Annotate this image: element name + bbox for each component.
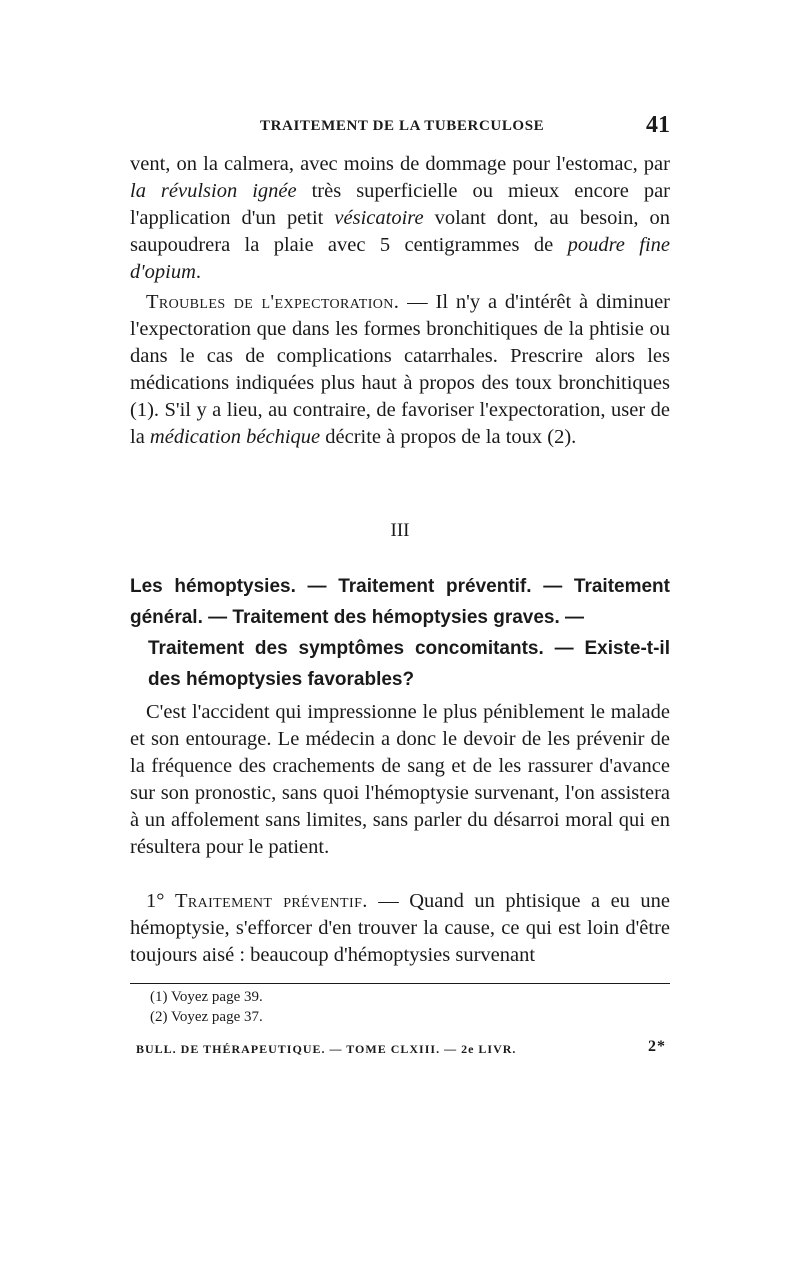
paragraph-1 — [130, 151, 670, 286]
para1-italic-1: la révulsion ignée — [130, 180, 297, 202]
section-heading — [130, 571, 670, 695]
para1-italic-3: poudre fine d'opium — [130, 234, 670, 283]
page-number: 41 — [646, 112, 670, 138]
para1-text-2: très superficielle ou mieux encore par l'application d'un petit — [130, 180, 671, 229]
para4-lead: Traitement préventif. — [174, 890, 368, 912]
para1-text-1: vent, on la calmera, avec moins de dommage pour l'estomac, par — [130, 153, 670, 175]
footnote-2: (2) Voyez page 37. — [150, 1009, 263, 1025]
paragraph-3 — [130, 699, 670, 861]
footnotes — [150, 987, 650, 1027]
para3-text: C'est l'accident qui impressionne le plus péniblement le malade et son entourage. Le médecin a donc le devoir de les prévenir de la fréquence des crachements de sang et de les rassurer d'avance sur son pronostic, sans quoi l'hémoptysie survenant, l'on assistera à un affolement sans limites, sans parler du désarroi moral qui en résultera pour le patient. — [130, 701, 670, 858]
signature-mark: 2* — [648, 1038, 666, 1055]
para4-text-1: — Quand un phtisique a eu une hémoptysie, s'efforcer d'en trouver la cause, ce qui est loin d'être toujours aisé : beaucoup d'hémoptysies survenant — [130, 890, 671, 966]
para1-text-4: . — [195, 261, 202, 283]
footnote-rule — [130, 983, 670, 984]
para2-lead: Troubles de l'expectoration. — [146, 291, 400, 313]
para2-text-1: — Il n'y a d'intérêt à diminuer l'expectoration que dans les formes bronchitiques de la phtisie ou dans le cas de complications catarrhales. Prescrire alors les médications indiquées plus haut à propos des toux bronchitiques (1). S'il y a lieu, au contraire, de favoriser l'expectoration, user de la — [130, 291, 671, 448]
para1-italic-2: vésicatoire — [334, 207, 424, 229]
para2-text-2: décrite à propos de la toux (2). — [320, 426, 577, 448]
page-header — [130, 112, 670, 140]
paragraph-2 — [130, 289, 670, 451]
paragraph-4 — [130, 888, 670, 969]
para4-num: 1° — [146, 890, 165, 912]
section-number: III — [390, 520, 410, 541]
footnote-1: (1) Voyez page 39. — [150, 989, 263, 1005]
section-heading-line-2: Traitement des symptômes concomitants. — Existe-t-il des hémoptysies favorables? — [148, 638, 670, 690]
section-heading-line-1: Les hémoptysies. — Traitement préventif. — Traitement général. — Traitement des hémoptysies graves. — — [130, 576, 670, 628]
para1-text-3: volant dont, au besoin, on saupoudrera la plaie avec 5 centigrammes de — [130, 207, 670, 256]
para2-italic-1: médication béchique — [149, 426, 321, 448]
printer-signature — [136, 1038, 666, 1062]
signature-text: BULL. DE THÉRAPEUTIQUE. — TOME CLXIII. — 2e LIVR. — [136, 1042, 517, 1056]
running-head: TRAITEMENT DE LA TUBERCULOSE — [260, 118, 545, 134]
